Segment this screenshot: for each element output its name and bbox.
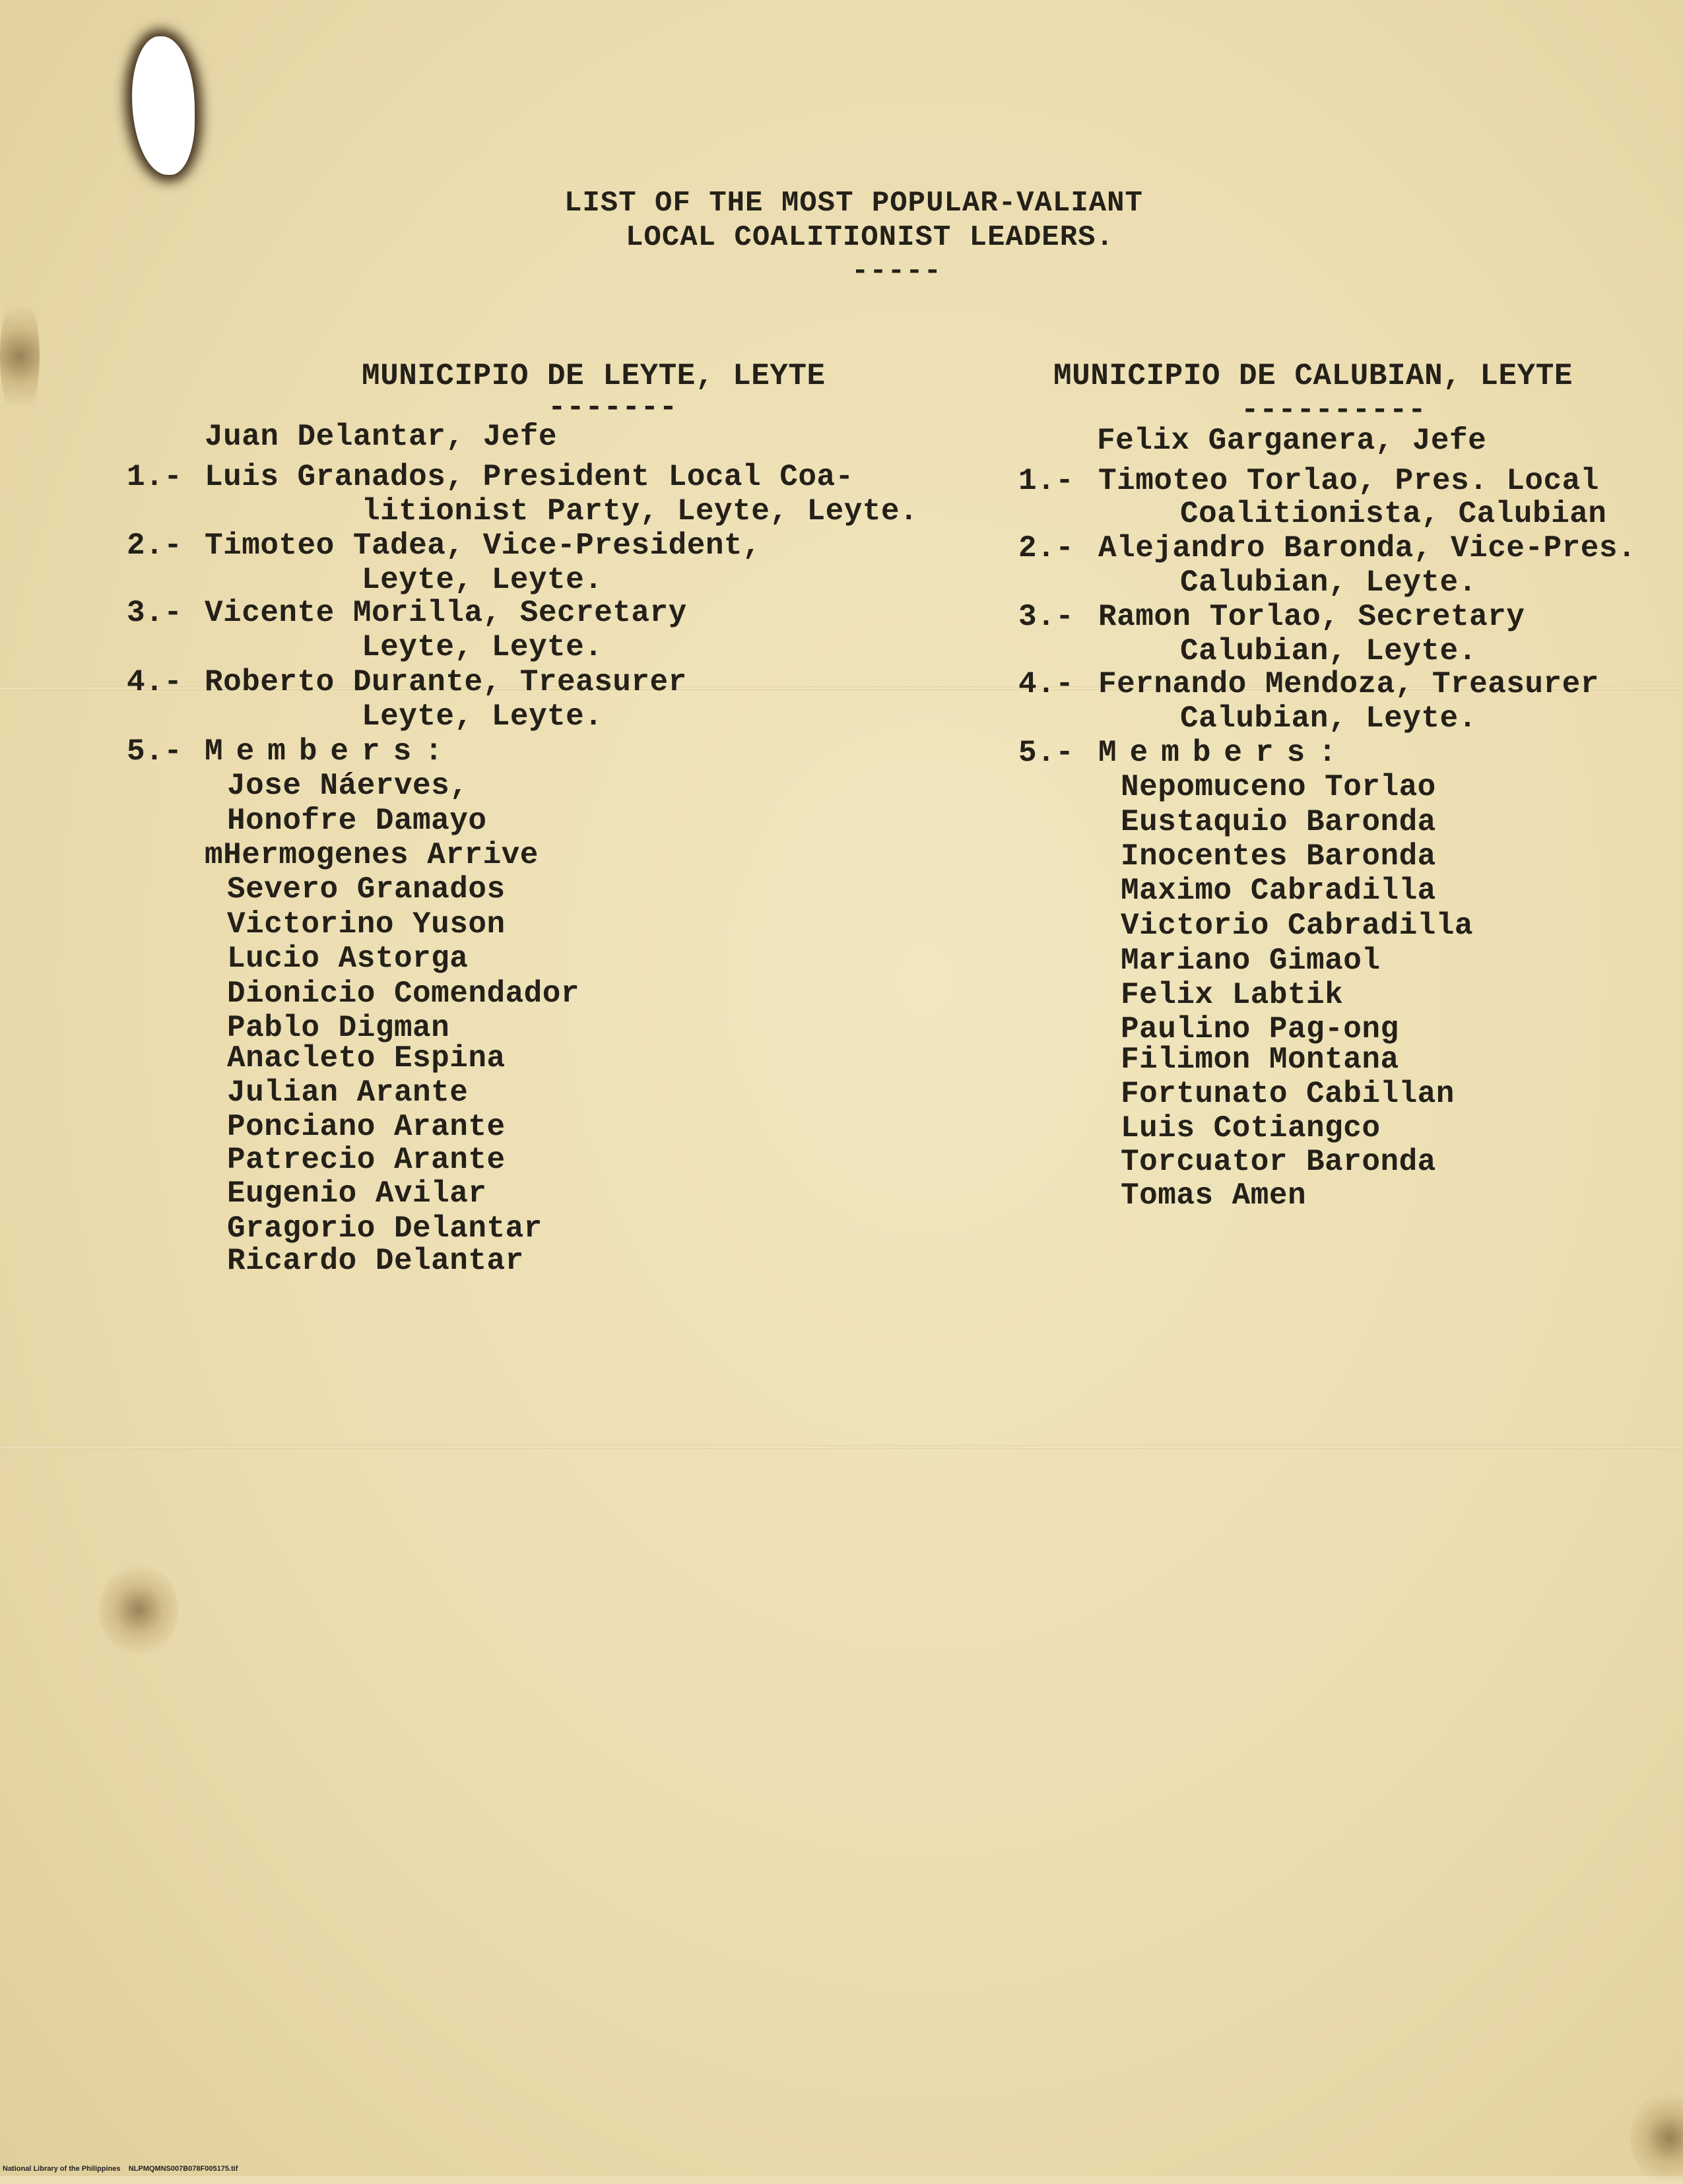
stain-mark: [99, 1564, 178, 1656]
left-heading-rule: -------: [548, 391, 678, 425]
right-member: Inocentes Baronda: [1121, 839, 1436, 874]
right-members-label: Members:: [1098, 736, 1350, 770]
right-jefe: Felix Garganera, Jefe: [1097, 424, 1487, 458]
right-entry-line1: Ramon Torlao, Secretary: [1098, 600, 1525, 634]
left-member: Honofre Damayo: [227, 804, 487, 838]
left-members-number: 5.-: [127, 734, 183, 769]
left-member: Severo Granados: [227, 872, 506, 907]
left-entry-line1: Roberto Durante, Treasurer: [205, 665, 687, 699]
right-member: Torcuator Baronda: [1121, 1145, 1436, 1179]
left-entry-number: 2.-: [127, 529, 183, 563]
left-entry-number: 3.-: [127, 596, 183, 630]
left-entry-line2: Leyte, Leyte.: [362, 563, 603, 597]
paper-fold-line: [0, 1445, 1683, 1449]
footer-library: National Library of the Philippines: [3, 2165, 121, 2173]
right-entry-line2: Coalitionista, Calubian: [1180, 497, 1607, 531]
right-entry-line1: Fernando Mendoza, Treasurer: [1098, 667, 1599, 701]
right-member: Filimon Montana: [1121, 1043, 1399, 1077]
left-member: Lucio Astorga: [227, 942, 469, 976]
left-member: Ricardo Delantar: [227, 1244, 524, 1278]
left-member: Dionicio Comendador: [227, 977, 579, 1011]
right-member: Felix Labtik: [1121, 978, 1344, 1012]
left-member: Victorino Yuson: [227, 907, 506, 942]
archive-footer: [3, 2164, 238, 2173]
left-entry-line1: Vicente Morilla, Secretary: [205, 596, 687, 630]
left-member: Pablo Digman: [227, 1011, 450, 1045]
left-entry-line2: litionist Party, Leyte, Leyte.: [362, 494, 919, 529]
stain-mark: [0, 290, 40, 422]
left-entry-number: 1.-: [127, 460, 183, 494]
left-member: Ponciano Arante: [227, 1110, 506, 1144]
right-member: Tomas Amen: [1121, 1178, 1307, 1213]
right-entry-number: 4.-: [1018, 667, 1074, 701]
right-entry-line1: Timoteo Torlao, Pres. Local: [1098, 464, 1599, 498]
left-entry-number: 4.-: [127, 665, 183, 699]
right-heading: MUNICIPIO DE CALUBIAN, LEYTE: [1053, 359, 1573, 393]
document-title-line2: LOCAL COALITIONIST LEADERS.: [626, 221, 1114, 254]
footer-file-id: NLPMQMNS007B078F005175.tif: [128, 2165, 238, 2173]
left-member: Jose Náerves,: [227, 769, 469, 803]
right-member: Luis Cotiangco: [1121, 1111, 1381, 1145]
left-member: Eugenio Avilar: [227, 1176, 487, 1211]
left-member: Gragorio Delantar: [227, 1211, 543, 1246]
left-member: Julian Arante: [227, 1076, 469, 1110]
right-entry-number: 3.-: [1018, 600, 1074, 634]
left-entry-line2: Leyte, Leyte.: [362, 699, 603, 734]
right-entry-number: 1.-: [1018, 464, 1074, 498]
right-member: Paulino Pag-ong: [1121, 1012, 1399, 1046]
right-member: Victorio Cabradilla: [1121, 909, 1473, 943]
right-member: Nepomuceno Torlao: [1121, 770, 1436, 804]
right-member: Maximo Cabradilla: [1121, 874, 1436, 908]
right-entry-line2: Calubian, Leyte.: [1180, 565, 1477, 600]
right-entry-number: 2.-: [1018, 531, 1074, 565]
left-member: Patrecio Arante: [227, 1143, 506, 1177]
left-entry-line1: Luis Granados, President Local Coa-: [205, 460, 854, 494]
left-jefe: Juan Delantar, Jefe: [205, 420, 557, 454]
right-member: Fortunato Cabillan: [1121, 1077, 1455, 1111]
title-rule: -----: [851, 255, 942, 288]
right-entry-line1: Alejandro Baronda, Vice-Pres.: [1098, 531, 1637, 565]
right-entry-line2: Calubian, Leyte.: [1180, 701, 1477, 736]
left-members-label: Members:: [205, 734, 456, 769]
right-member: Mariano Gimaol: [1121, 944, 1381, 978]
document-title-line1: LIST OF THE MOST POPULAR-VALIANT: [564, 187, 1143, 220]
left-entry-line2: Leyte, Leyte.: [362, 630, 603, 664]
left-member: mHermogenes Arrive: [205, 838, 539, 872]
left-entry-line1: Timoteo Tadea, Vice-President,: [205, 529, 762, 563]
left-heading: MUNICIPIO DE LEYTE, LEYTE: [362, 359, 826, 393]
right-member: Eustaquio Baronda: [1121, 805, 1436, 839]
right-entry-line2: Calubian, Leyte.: [1180, 634, 1477, 668]
right-members-number: 5.-: [1018, 736, 1074, 770]
right-heading-rule: ----------: [1241, 393, 1427, 428]
left-member: Anacleto Espina: [227, 1041, 506, 1076]
